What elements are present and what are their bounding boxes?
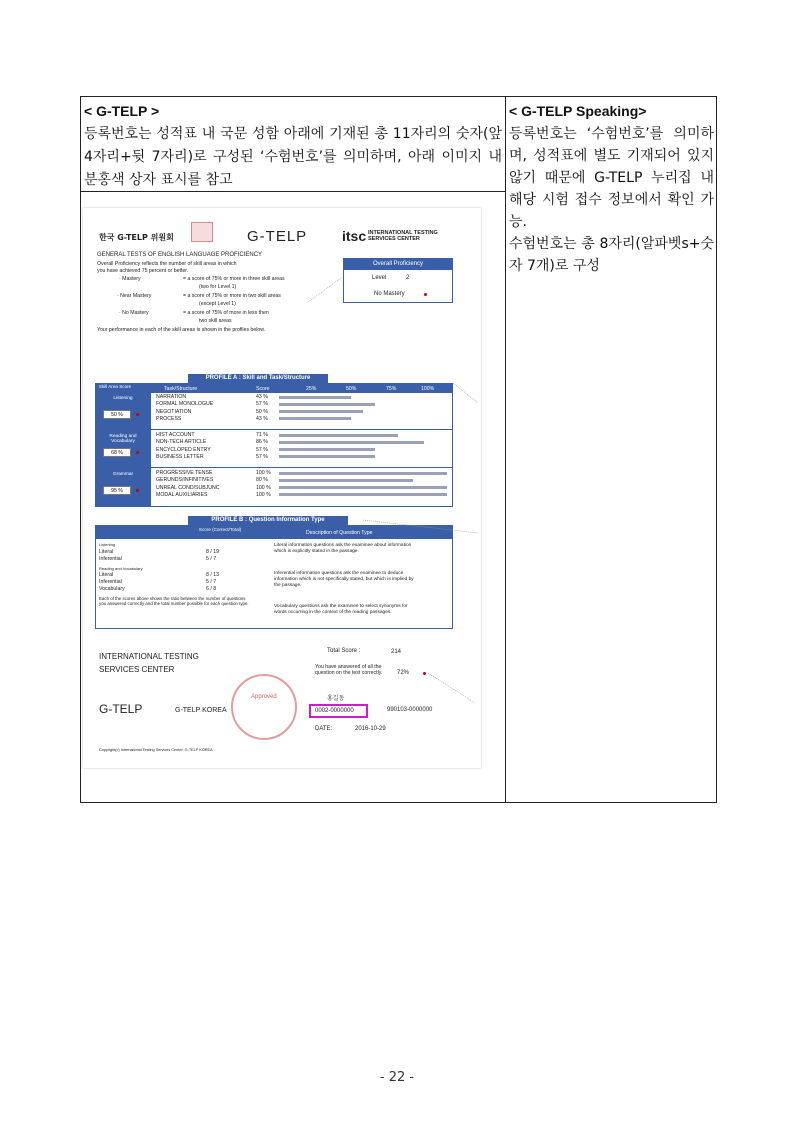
- col-score-b: Score (Correct/Total): [198, 527, 242, 532]
- desc-vocab: Vocabulary questions ask the examinee to select synonyms for words occurring in the context of the reading passages.: [274, 604, 408, 615]
- literal-l-score: 8 / 19: [206, 549, 219, 555]
- committee-label: 한국 G-TELP 위원회: [99, 233, 174, 242]
- total-value: 214: [391, 649, 402, 655]
- task-score: 100 %: [256, 491, 271, 498]
- near-label: · Near Mastery: [117, 293, 152, 299]
- ratio-note: Each of the scores above shows the ratio between the number of questions you answered correctly and the total number possible for each question type.: [99, 596, 249, 607]
- left-cell-heading: < G-TELP >: [84, 103, 160, 119]
- scale-75: 75%: [386, 386, 397, 392]
- task-label: UNREAL COND/SUBJUNC: [156, 484, 220, 491]
- level-label: Level: [372, 275, 387, 281]
- task-label: NEGOTIATION: [156, 408, 192, 415]
- level-value: 2: [406, 275, 410, 281]
- task-score: 100 %: [256, 470, 271, 476]
- task-score: 43 %: [256, 415, 268, 422]
- other-number: 990103-0000000: [387, 707, 433, 713]
- inferential-l: Inferential: [99, 556, 122, 562]
- scale-50: 50%: [346, 386, 357, 392]
- col-skill: Skill Area Score: [98, 384, 132, 389]
- literal-r: Literal: [99, 572, 114, 578]
- task-score: 43 %: [256, 394, 268, 400]
- gtelp-bottom-logo: G-TELP: [99, 702, 143, 716]
- task-score: 57 %: [256, 446, 268, 453]
- right-cell-body-1: 등록번호는 ‘수험번호’를 의미하며, 성적표에 별도 기재되어 있지 않기 때문에 G-TELP 누리집 내 해당 시험 접수 정보에서 확인 가능.: [509, 126, 714, 230]
- no-desc-1: = a score of 75% of more in less then: [183, 310, 269, 316]
- right-cell-text: [509, 100, 714, 277]
- answered-pct: 72%: [397, 670, 410, 676]
- right-cell-heading: < G-TELP Speaking>: [509, 103, 647, 119]
- overall-desc-1: Overall Proficiency reflects the number of skill areas in which: [97, 261, 237, 267]
- left-cell-text: [84, 100, 502, 192]
- skill-score: 68 %: [103, 448, 131, 457]
- name-kr: 홍길동: [327, 695, 345, 702]
- task-score: 71 %: [256, 432, 268, 438]
- mastery-desc-1: = a score of 75% or more in three skill areas: [183, 276, 285, 282]
- skill-score: 95 %: [103, 486, 131, 495]
- page-number: - 22 -: [379, 1070, 415, 1085]
- literal-l: Literal: [99, 549, 114, 555]
- date-label: DATE:: [315, 726, 333, 732]
- near-desc-2: (except Level 1): [199, 301, 236, 307]
- itsc-name-1: INTERNATIONAL TESTING: [368, 230, 438, 236]
- task-score: 80 %: [256, 477, 268, 484]
- task-score: 50 %: [256, 408, 268, 415]
- skill-score: 50 %: [103, 410, 131, 419]
- desc-literal: Literal information questions ask the examinee about information which is explicitly stated in the passage.: [274, 543, 412, 554]
- overall-desc-2: you have achieved 75 percent or better.: [97, 268, 189, 274]
- inferential-r-score: 5 / 7: [206, 579, 217, 585]
- table-divider-vertical: [505, 97, 506, 802]
- task-label: FORMAL MONOLOGUE: [156, 401, 214, 408]
- mastery-desc-2: (two for Level 1): [199, 284, 237, 290]
- result-label: No Mastery: [374, 291, 405, 297]
- task-label: NON-TECH ARTICLE: [156, 439, 207, 446]
- task-label: ENCYCLOPED ENTRY: [156, 446, 211, 453]
- connector-lines: [83, 208, 481, 768]
- task-score: 57 %: [256, 401, 268, 408]
- near-desc-1: = a score of 75% or more in two skill areas: [183, 293, 281, 299]
- no-label: · No Mastery: [119, 310, 149, 316]
- task-label: PROCESS: [156, 415, 182, 422]
- task-label: MODAL AUXILIARIES: [156, 491, 208, 498]
- inferential-r: Inferential: [99, 579, 122, 585]
- overall-box-title: Overall Proficiency: [344, 259, 452, 270]
- itsc-name-2: SERVICES CENTER: [368, 236, 420, 242]
- literal-r-score: 8 / 13: [206, 572, 219, 578]
- task-score: 86 %: [256, 439, 268, 446]
- inferential-l-score: 5 / 7: [206, 556, 217, 562]
- task-label: PROGRESSIVE TENSE: [156, 470, 213, 476]
- mastery-label: · Mastery: [119, 276, 141, 282]
- skill-name: Grammar: [112, 472, 134, 477]
- itsc-footer-2: SERVICES CENTER: [99, 665, 175, 674]
- total-label: Total Score :: [327, 648, 361, 654]
- task-label: HIST ACCOUNT: [156, 432, 195, 438]
- skill-name: Reading and Vocabulary: [109, 434, 137, 445]
- scale-25: 25%: [306, 386, 317, 392]
- answered-text: You have answered of all the question on the test correctly.: [315, 664, 383, 676]
- date-value: 2016-10-29: [355, 726, 386, 732]
- right-cell-body-2: 수험번호는 총 8자리(알파벳s+숫자 7개)로 구성: [509, 236, 714, 274]
- stamp-text: Approved: [251, 694, 277, 700]
- no-desc-2: two skill areas: [199, 318, 232, 324]
- profile-a-title: PROFILE A : Skill and Task/Structure: [188, 374, 328, 383]
- gtelp-logo: G-TELP: [247, 228, 308, 245]
- task-label: GERUNDS/INFINITIVES: [156, 477, 214, 484]
- itsc-logo: itsc: [342, 228, 367, 244]
- task-score: 57 %: [256, 453, 268, 460]
- skill-name: Listening: [113, 396, 133, 401]
- task-label: BUSINESS LETTER: [156, 453, 204, 460]
- col-desc: Description of Question Type: [306, 530, 373, 536]
- scale-100: 100%: [421, 386, 435, 392]
- desc-inferential: Inferential information questions ask the examinee to deduce information which is not specifically stated, but which is implied by the passage.: [274, 571, 414, 588]
- task-label: NARRATION: [156, 394, 187, 400]
- itsc-footer-1: INTERNATIONAL TESTING: [99, 652, 199, 661]
- profile-b-title: PROFILE B : Question Information Type: [188, 516, 348, 525]
- copyright: Copyright(c) International Testing Services Center, G-TELP KOREA: [99, 748, 213, 752]
- performance-note: Your performance in each of the skill areas is shown in the profiles below.: [97, 327, 266, 333]
- listening-hdr: Listening: [99, 542, 116, 547]
- task-score: 100 %: [256, 484, 271, 491]
- reg-number: 0002-0000000: [309, 704, 368, 718]
- general-title: GENERAL TESTS OF ENGLISH LANGUAGE PROFICIENCY: [97, 252, 263, 258]
- left-cell-body: 등록번호는 성적표 내 국문 성함 아래에 기재된 총 11자리의 숫자(앞 4자리+뒷 7자리)로 구성된 ‘수험번호’를 의미하며, 아래 이미지 내 분홍색 상자 표시를 참고: [84, 126, 502, 188]
- score-report-image: [83, 208, 481, 768]
- col-score: Score: [256, 386, 270, 392]
- gtelp-korea: G-TELP KOREA: [175, 707, 227, 714]
- vocabulary-r: Vocabulary: [99, 586, 125, 592]
- col-task: Task/Structure: [164, 386, 198, 392]
- reading-hdr: Reading and Vocabulary: [99, 566, 143, 571]
- vocabulary-r-score: 6 / 8: [206, 586, 217, 592]
